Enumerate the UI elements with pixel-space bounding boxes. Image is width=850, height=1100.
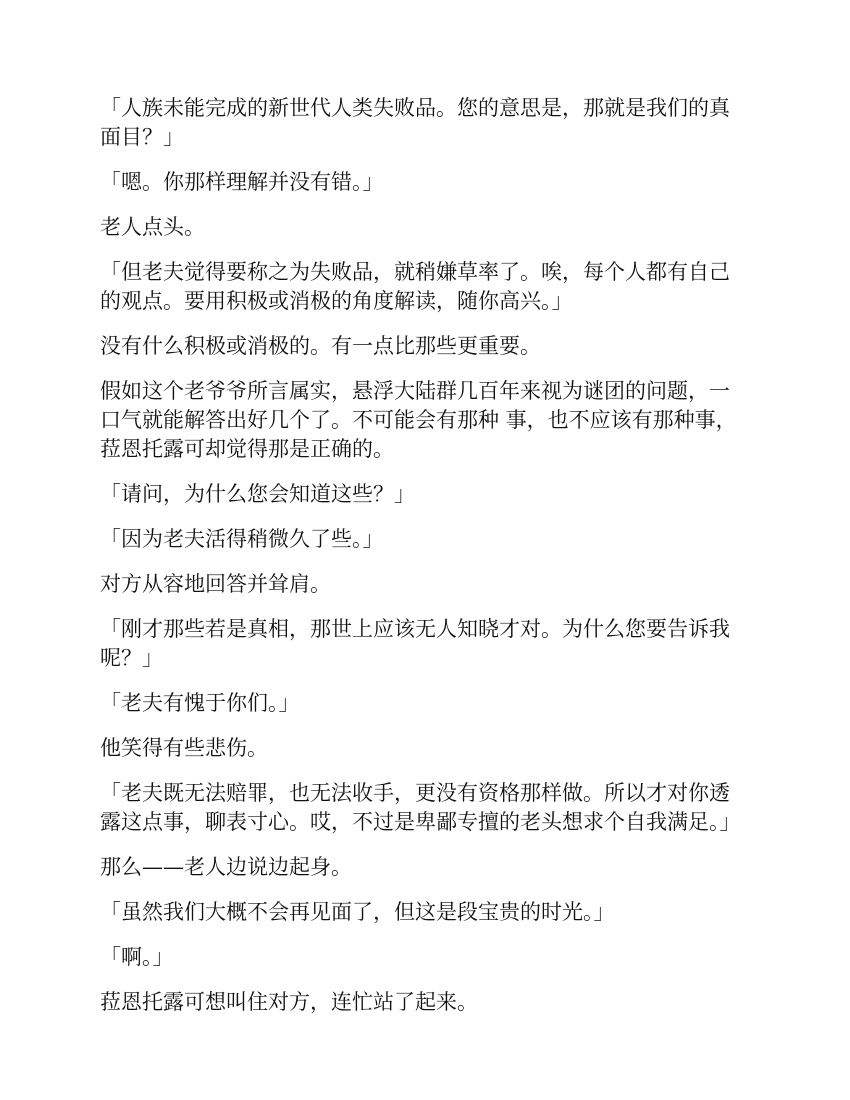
paragraph: 「虽然我们大概不会再见面了，但这是段宝贵的时光。」 [100, 900, 615, 924]
paragraph: 老人点头。 [100, 215, 205, 239]
paragraph: 「老夫既无法赔罪，也无法收手，更没有资格那样做。所以才对你透露这点事，聊表寸心。哎，不过是卑鄙专擅的老头想求个自我满足。」 [100, 781, 741, 834]
paragraph: 「老夫有愧于你们。」 [100, 691, 300, 715]
document-body [100, 94, 750, 1033]
paragraph: 「但老夫觉得要称之为失败品，就稍嫌草率了。唉，每个人都有自己的观点。要用积极或消极的角度解读，随你高兴。」 [100, 260, 730, 313]
paragraph: 他笑得有些悲伤。 [100, 736, 268, 760]
paragraph: 菈恩托露可想叫住对方，连忙站了起来。 [100, 990, 478, 1014]
paragraph: 「啊。」 [100, 945, 174, 969]
paragraph: 那么——老人边说边起身。 [100, 855, 352, 879]
paragraph: 假如这个老爷爷所言属实，悬浮大陆群几百年来视为谜团的问题，一口气就能解答出好几个了。不可能会有那种 事，也不应该有那种事，菈恩托露可却觉得那是正确的。 [100, 379, 737, 461]
paragraph: 「嗯。你那样理解并没有错。」 [100, 170, 384, 194]
paragraph: 对方从容地回答并耸肩。 [100, 572, 331, 596]
paragraph: 「因为老夫活得稍微久了些。」 [100, 527, 384, 551]
paragraph: 「刚才那些若是真相，那世上应该无人知晓才对。为什么您要告诉我呢？」 [100, 617, 730, 670]
paragraph: 「请问，为什么您会知道这些？」 [100, 482, 415, 506]
paragraph: 「人族未能完成的新世代人类失败品。您的意思是，那就是我们的真面目？」 [100, 96, 730, 149]
paragraph: 没有什么积极或消极的。有一点比那些更重要。 [100, 334, 541, 358]
